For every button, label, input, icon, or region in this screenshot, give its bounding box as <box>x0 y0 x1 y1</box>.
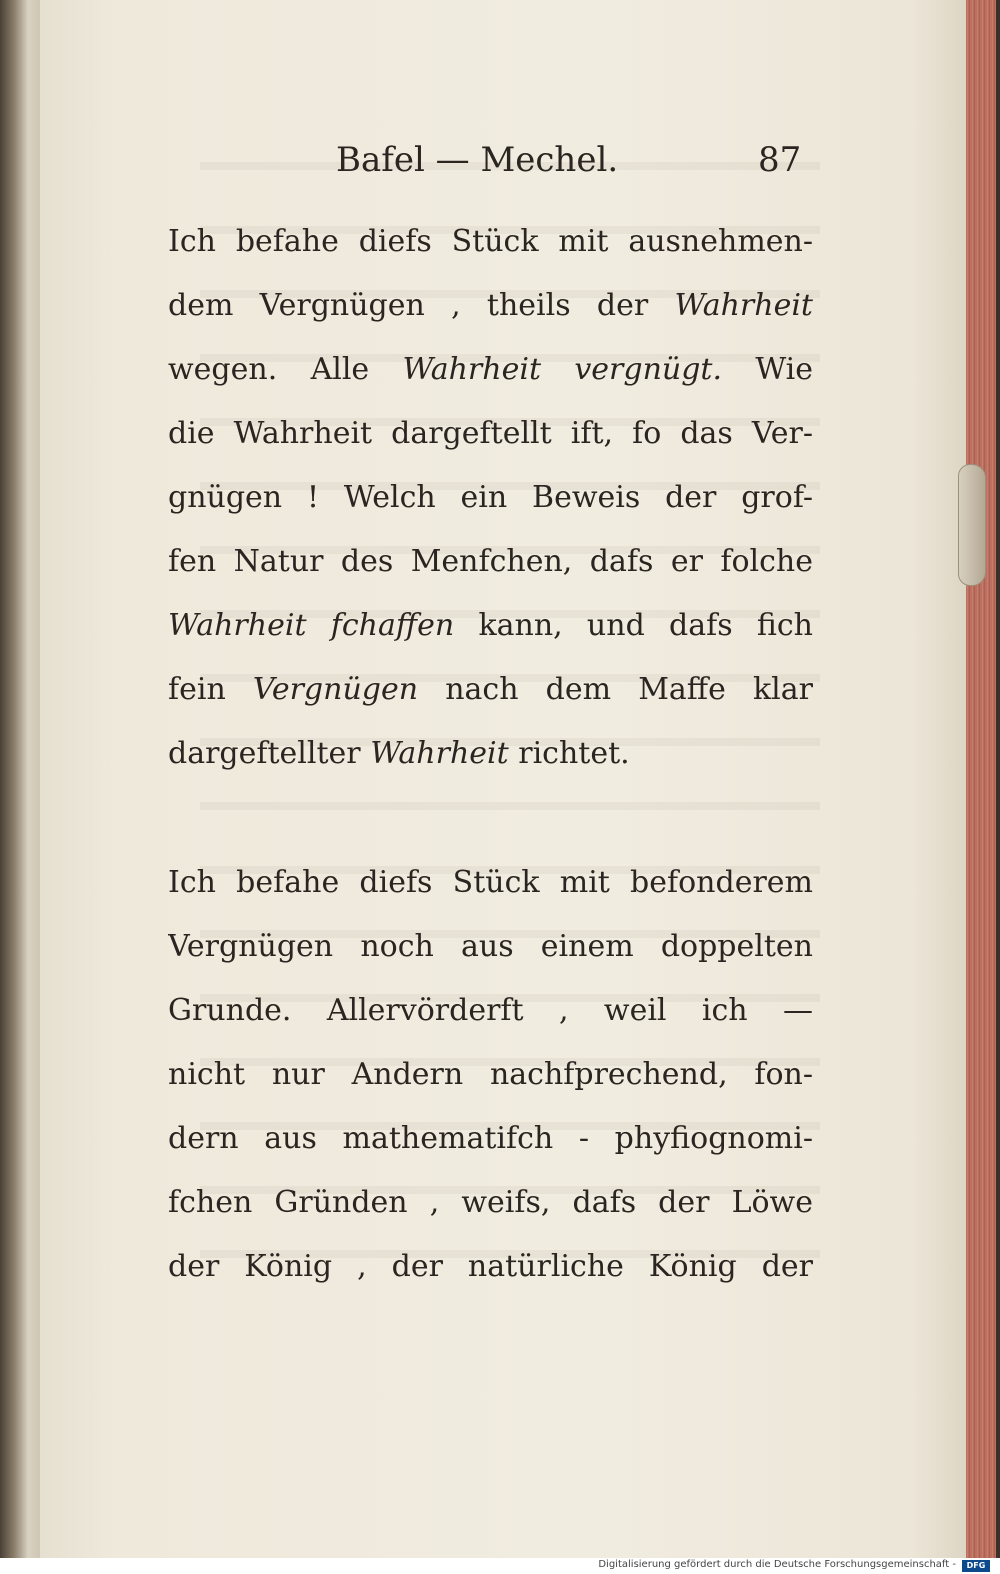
page-edges <box>966 0 996 1558</box>
text-line: Vergnügen noch aus einem doppelten <box>168 929 813 964</box>
text-line: dargeftellter Wahrheit richtet. <box>168 736 630 771</box>
text-line: nicht nur Andern nachfprechend, fon- <box>168 1057 813 1092</box>
text-line: fein Vergnügen nach dem Maffe klar <box>168 672 813 707</box>
page-tab-marker <box>958 464 986 586</box>
text-line: die Wahrheit dargeftellt ift, fo das Ver- <box>168 416 813 451</box>
text-line: wegen. Alle Wahrheit vergnügt. Wie <box>168 352 813 387</box>
text-line: Ich befahe diefs Stück mit ausnehmen- <box>168 224 813 259</box>
paragraph-2 <box>168 851 813 1299</box>
text-line: Ich befahe diefs Stück mit befonderem <box>168 865 813 900</box>
body-text <box>168 210 813 1299</box>
text-line: dem Vergnügen , theils der Wahrheit <box>168 288 813 323</box>
page-number: 87 <box>758 140 802 180</box>
dfg-logo: DFG <box>962 1560 990 1572</box>
text-line: fchen Gründen , weifs, dafs der Löwe <box>168 1185 813 1220</box>
paragraph-gap <box>168 786 813 851</box>
text-line: fen Natur des Menfchen, dafs er folche <box>168 544 813 579</box>
running-head: Bafel — Mechel. <box>336 140 619 180</box>
text-line: Grunde. Allervörderft , weil ich — <box>168 993 813 1028</box>
text-line: der König , der natürliche König der <box>168 1249 813 1284</box>
digitization-credit: Digitalisierung gefördert durch die Deutsche Forschungsgemeinschaft - <box>598 1559 956 1570</box>
text-line: gnügen ! Welch ein Beweis der grof- <box>168 480 813 515</box>
text-line: Wahrheit fchaffen kann, und dafs fich <box>168 608 813 643</box>
book-binding <box>0 0 40 1560</box>
paragraph-1 <box>168 210 813 786</box>
page-header <box>0 140 1000 190</box>
text-line: dern aus mathematifch - phyfiognomi- <box>168 1121 813 1156</box>
